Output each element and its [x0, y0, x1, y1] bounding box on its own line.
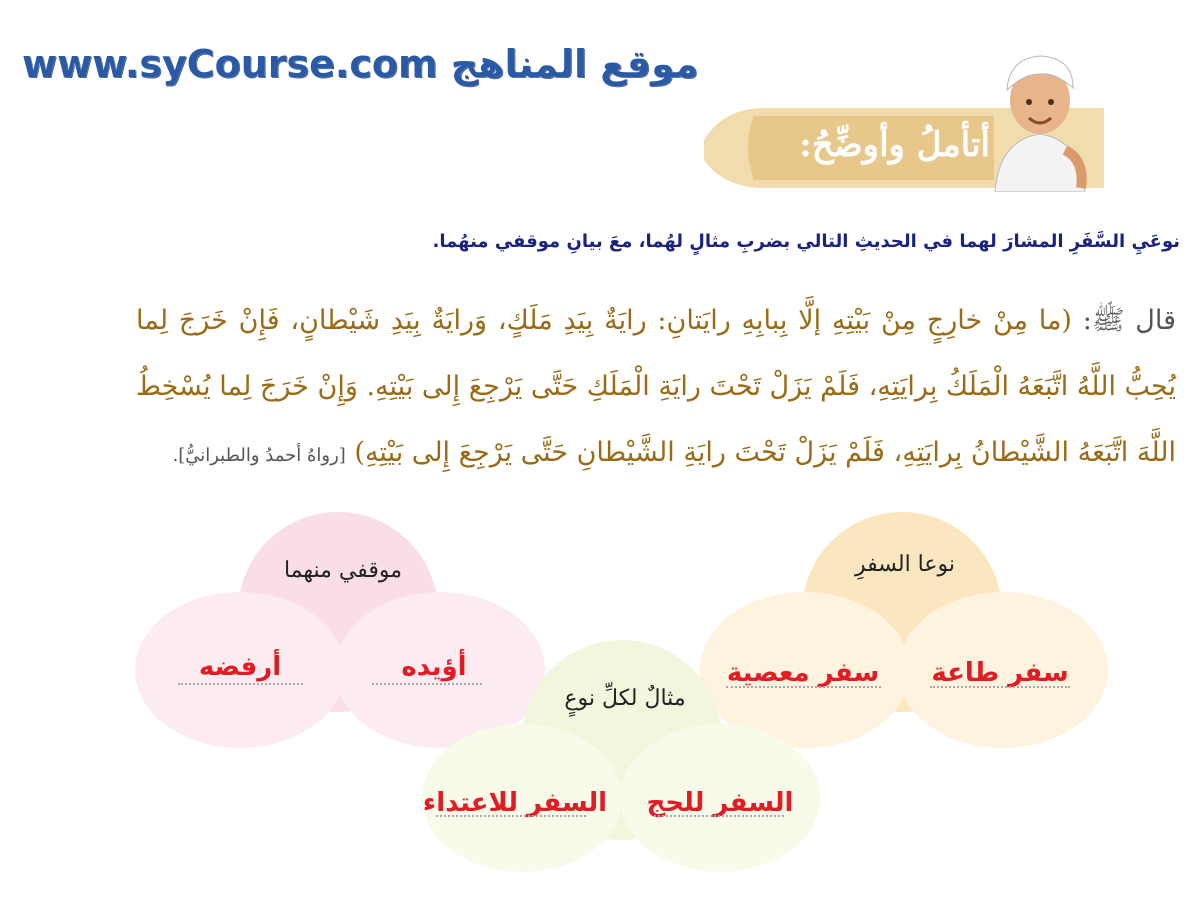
answer-line — [372, 683, 482, 685]
answer-line — [178, 683, 303, 685]
examples-answer-1: السفر للحج — [646, 788, 794, 818]
types-answer-2: سفر معصية — [726, 658, 880, 688]
hadith-lead: قال ﷺ: — [1082, 305, 1176, 336]
stance-label: موقفي منهما — [283, 558, 403, 583]
examples-label: مثالٌ لكلِّ نوعٍ — [564, 686, 686, 711]
examples-answer-2: السفر للاعتداء — [422, 788, 608, 818]
site-watermark: www.syCourse.com موقع المناهج — [22, 42, 699, 86]
answer-line — [726, 686, 881, 688]
stance-answer-1: أؤيده — [401, 652, 467, 682]
hadith-reference: [رواهُ أحمدُ والطبرانيُّ]. — [172, 445, 346, 466]
answer-line — [930, 686, 1070, 688]
boy-character-icon — [985, 42, 1095, 192]
types-label: نوعا السفرِ — [854, 552, 956, 577]
hadith-text — [136, 288, 1176, 489]
stance-answer-2: أرفضه — [198, 652, 282, 682]
hadith-body: (ما مِنْ خارِجٍ مِنْ بَيْتِهِ إلَّا بِبابِهِ رايَتانِ: رايَةٌ بِيَدِ مَلَكٍ، وَرايَةٌ بِيَدِ شَيْطانٍ، فَإِنْ خَرَجَ لِما يُحِبُّ اللَّهُ اتَّبَعَهُ الْمَلَكُ بِرايَتِهِ، فَلَمْ يَزَلْ تَحْتَ رايَةِ الْمَلَكِ حَتَّى يَرْجِعَ إِلى بَيْتِهِ. وَإِنْ خَرَجَ لِما يُسْخِطُ اللَّهَ اتَّبَعَهُ الشَّيْطانُ بِرايَتِهِ، فَلَمْ يَزَلْ تَحْتَ رايَةِ الشَّيْطانِ حَتَّى يَرْجِعَ إِلى بَيْتِهِ) — [136, 305, 1176, 468]
types-answer-1: سفر طاعة — [931, 658, 1069, 688]
answer-line — [654, 815, 784, 817]
instruction-text: نوعَيِ السَّفَرِ المشارَ لهما في الحديثِ التالي بضربِ مثالٍ لهُما، معَ بيانِ موقفي منهُما. — [432, 231, 1180, 252]
section-title: أتأملُ وأوضِّحُ: — [799, 125, 990, 165]
answer-line — [436, 815, 586, 817]
